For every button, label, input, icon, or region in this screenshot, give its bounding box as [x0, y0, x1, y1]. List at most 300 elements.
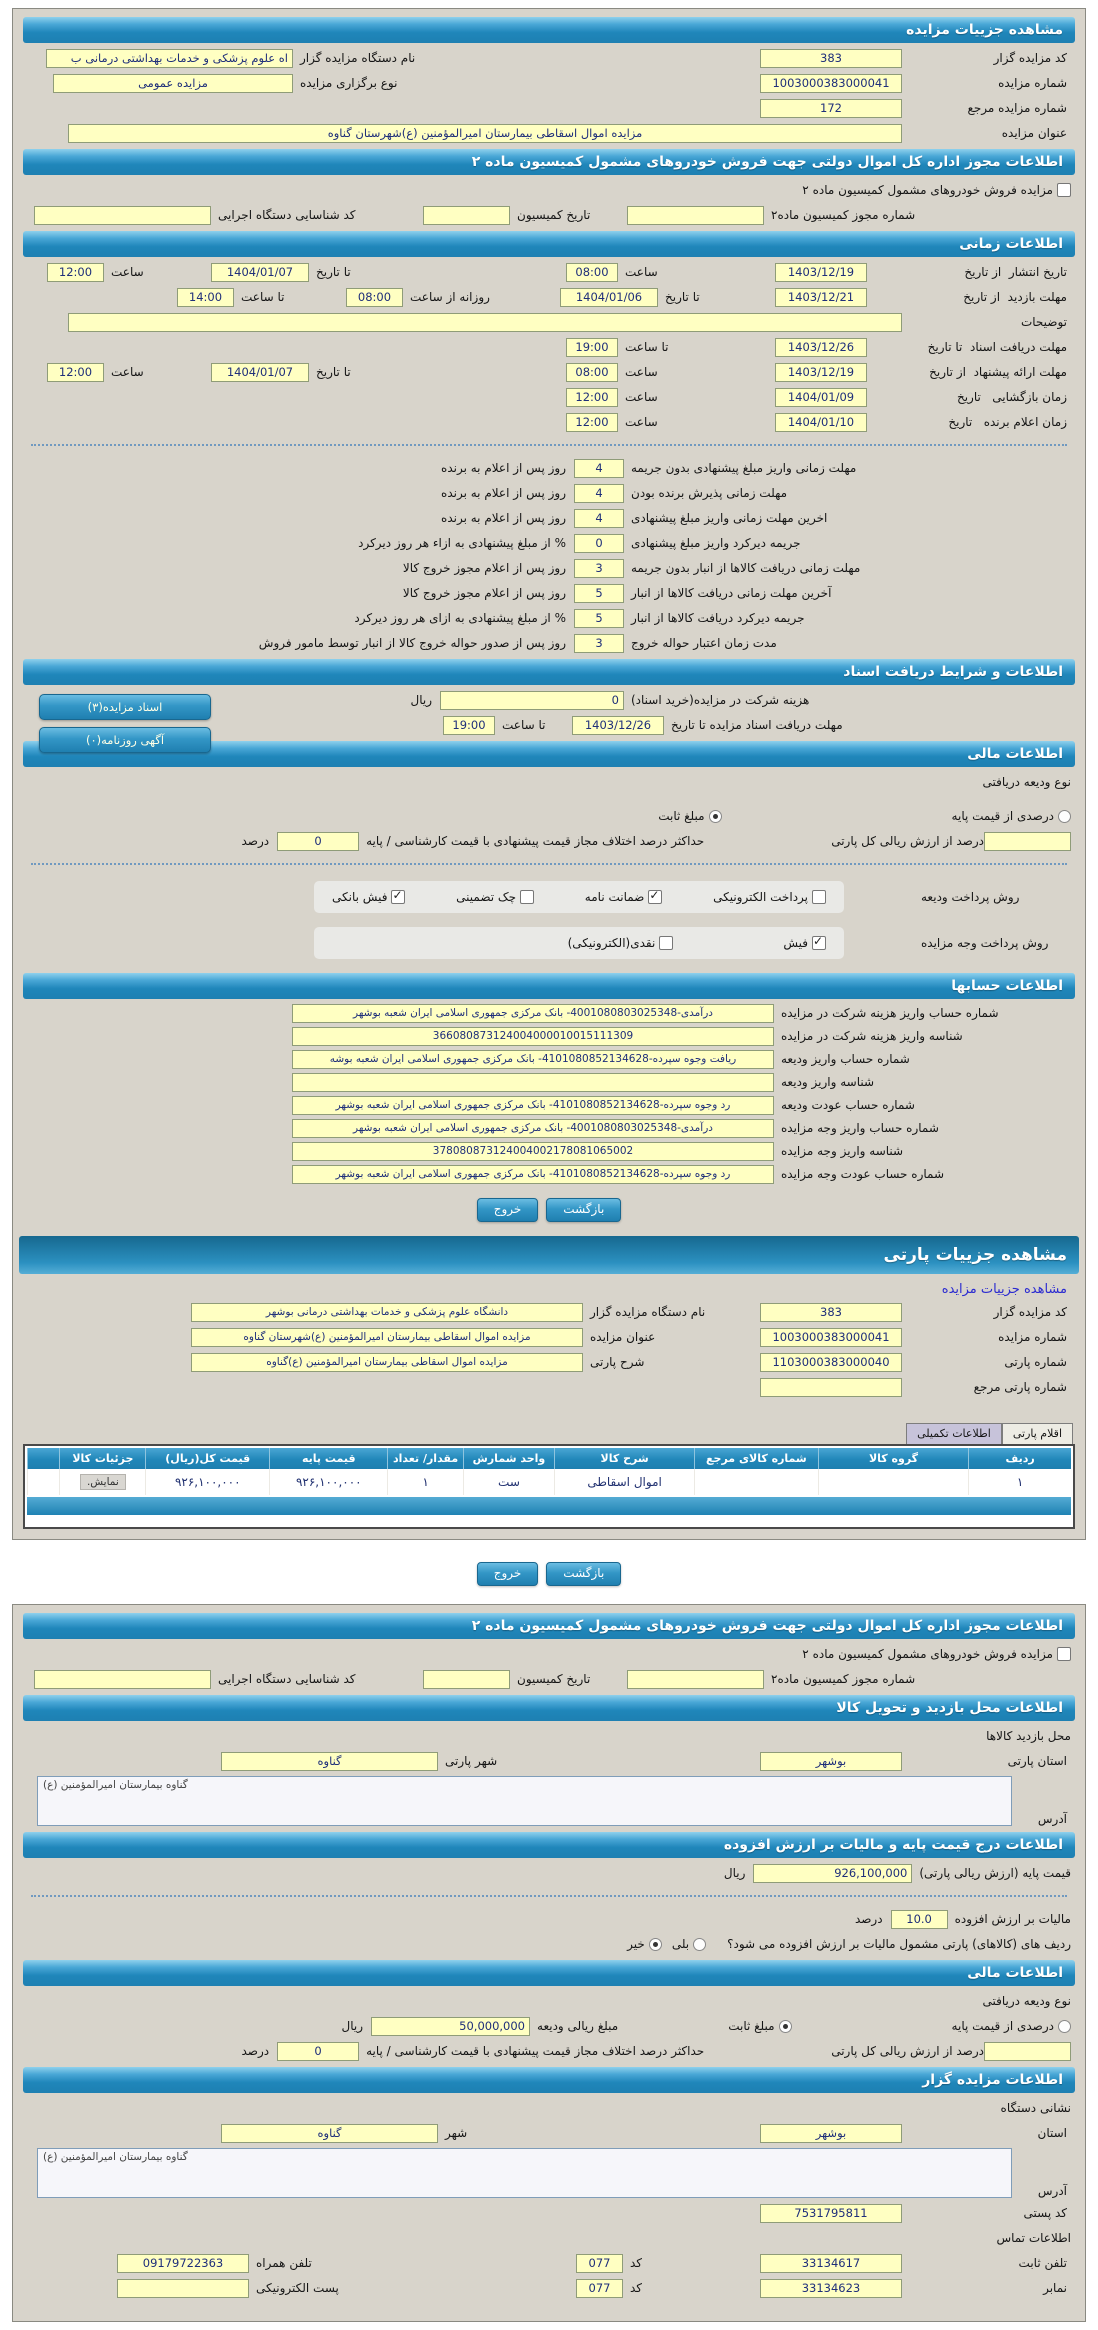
postal-code-row: [27, 2203, 1071, 2223]
tab-extra-info[interactable]: اطلاعات تکمیلی: [906, 1423, 1002, 1444]
docs-receive-date-field[interactable]: 1403/12/26: [572, 716, 664, 735]
max-diff-label-2: حداکثر درصد اختلاف مجاز قیمت پیشنهادی با قیمت کارشناسی / پایه: [366, 2044, 705, 2058]
account-label: شماره حساب واریز وجه مزایده: [781, 1121, 939, 1135]
account-field[interactable]: 366080873124004000010015111309: [292, 1027, 774, 1046]
commission-exec-field-1[interactable]: [34, 206, 211, 225]
opening-date-field[interactable]: 1404/01/09: [775, 388, 867, 407]
party-auction-title-label: عنوان مزایده: [590, 1330, 656, 1344]
docs-receive-deadline-label: مهلت دریافت اسناد مزایده تا تاریخ: [671, 718, 843, 732]
newspaper-ad-button[interactable]: آگهی روزنامه(۰): [39, 727, 211, 753]
commission-checkbox-row-1: [27, 180, 1071, 200]
party-ref-row: [27, 1377, 1071, 1397]
offer-date-to-field[interactable]: 1404/01/07: [211, 363, 309, 382]
commission-fields-row-2: [27, 1669, 1071, 1689]
fax-code-label: کد: [630, 2281, 643, 2295]
cell-radif: ۱: [969, 1469, 1071, 1495]
account-field[interactable]: ریافت وجوه سپرده-4101080852134628- بانک مرکزی جمهوری اسلامی ایران شعبه بوشه: [292, 1050, 774, 1069]
vat-yes-radio[interactable]: [693, 1938, 706, 1951]
auction-documents-button[interactable]: اسناد مزایده(۳): [39, 694, 211, 720]
penalty-suffix: روز پس از اعلام به برنده: [441, 486, 566, 500]
timing-header: اطلاعات زمانی: [23, 231, 1075, 257]
phone-code-field[interactable]: 077: [576, 2254, 623, 2273]
account-label: شناسه واریز هزینه شرکت در مزایده: [781, 1029, 963, 1043]
org-province-row: [27, 2123, 1071, 2143]
visit-location-header: اطلاعات محل بازدید و تحویل کالا: [23, 1695, 1075, 1721]
penalty-row-2: [27, 483, 1071, 503]
offer-time-from-field[interactable]: 08:00: [566, 363, 618, 382]
deposit-fixed-radio-2[interactable]: [779, 2020, 792, 2033]
penalty-label: آخرین مهلت زمانی دریافت کالاها از انبار: [631, 586, 832, 600]
party-detail-panel: [12, 1604, 1086, 2322]
cell-unit: ست: [463, 1469, 554, 1495]
party-address-row: [27, 1776, 1071, 1826]
accounts-header: اطلاعات حسابها: [23, 973, 1075, 999]
col-group: گروه کالا: [818, 1448, 969, 1469]
penalty-suffix: روز پس از اعلام مجوز خروج کالا: [402, 561, 566, 575]
commission-permit-field-1[interactable]: [627, 206, 764, 225]
phone-field[interactable]: 33134617: [760, 2254, 902, 2273]
docs-side-buttons: [39, 694, 211, 760]
timing-divider: [31, 444, 1067, 446]
winner-hour-label: ساعت: [625, 415, 658, 429]
commission-checkbox-label-1: مزایده فروش خودروهای مشمول کمیسیون ماده ۲: [802, 183, 1053, 197]
auction-detail-header: مشاهده جزییات مزایده: [23, 17, 1075, 43]
account-field[interactable]: [292, 1073, 774, 1092]
financial-header-2: اطلاعات مالی: [23, 1960, 1075, 1986]
deposit-type-row-2: [27, 1991, 1071, 2011]
deposit-percent-row-2: [27, 2041, 1071, 2061]
col-qty: مقدار/ تعداد: [388, 1448, 463, 1469]
org-address-field[interactable]: گناوه بیمارستان امیرالمؤمنین (ع): [37, 2148, 1012, 2198]
org-name-label: نام دستگاه مزایده گزار: [300, 51, 416, 65]
phone-label: تلفن ثابت: [1018, 2256, 1067, 2270]
penalty-suffix: روز پس از اعلام به برنده: [441, 461, 566, 475]
max-diff-field-2[interactable]: 0: [277, 2042, 359, 2061]
auction-number-row: [27, 73, 1071, 93]
commission-header-1: اطلاعات مجوز اداره کل اموال دولتی جهت فروش خودروهای مشمول کمیسیون ماده ۲: [23, 149, 1075, 175]
table-header-row: [28, 1448, 1072, 1469]
slip-label: فیش: [783, 936, 808, 950]
org-city-field[interactable]: گناوه: [221, 2124, 438, 2143]
visit-todate-label: تا تاریخ: [665, 290, 700, 304]
account-field[interactable]: رد وجوه سپرده-4101080852134628- بانک مرکزی جمهوری اسلامی ایران شعبه بوشهر: [292, 1096, 774, 1115]
exit-button-2[interactable]: خروج: [477, 1562, 539, 1586]
auction-number-label: شماره مزایده: [998, 76, 1067, 90]
account-row-4: [27, 1072, 1071, 1092]
base-price-rial-label: ریال: [723, 1866, 746, 1880]
penalty-label: مهلت زمانی واریز مبلغ پیشنهادی بدون جریمه: [631, 461, 857, 475]
party-value-percent-field-1[interactable]: [984, 832, 1071, 851]
docs-fee-label: هزینه شرکت در مزایده(خرید اسناد): [631, 693, 810, 707]
org-province-label: استان: [1037, 2126, 1067, 2140]
winner-date-field[interactable]: 1404/01/10: [775, 413, 867, 432]
back-button[interactable]: بازگشت: [546, 1198, 621, 1222]
account-field[interactable]: درآمدی-4001080803025348- بانک مرکزی جمهوری اسلامی ایران شعبه بوشهر: [292, 1119, 774, 1138]
account-field[interactable]: 378080873124004002178081065002: [292, 1142, 774, 1161]
penalty-field[interactable]: 0: [574, 534, 624, 553]
penalty-row-8: [27, 633, 1071, 653]
publish-date-to-field[interactable]: 1404/01/07: [211, 263, 309, 282]
secured-check-label: چک تضمینی: [456, 890, 517, 904]
commission-exec-field-2[interactable]: [34, 1670, 211, 1689]
penalty-field[interactable]: 3: [574, 634, 624, 653]
postal-code-field[interactable]: 7531795811: [760, 2204, 902, 2223]
auction-detail-panel: [12, 8, 1086, 1540]
pay-option-bank-slip: [332, 890, 405, 904]
commission-date-field-2[interactable]: [423, 1670, 510, 1689]
party-bidder-code-label: کد مزایده گزار: [993, 1305, 1067, 1319]
commission-checkbox-1[interactable]: [1057, 183, 1071, 197]
account-label: شماره حساب واریز ودیعه: [781, 1052, 910, 1066]
vat-label: مالیات بر ارزش افزوده: [954, 1912, 1071, 1926]
deposit-percent-row-1: [27, 831, 1071, 851]
bidder-code-field[interactable]: 383: [760, 49, 902, 68]
account-row-3: [27, 1049, 1071, 1069]
auction-title-row: [27, 123, 1071, 143]
visit-daily-label: روزانه از ساعت: [410, 290, 490, 304]
table-footer-gap: [27, 1515, 1071, 1525]
col-ref: شماره کالای مرجع: [695, 1448, 819, 1469]
party-number-label: شماره پارتی: [1004, 1355, 1067, 1369]
auctioneer-header: اطلاعات مزایده گزار: [23, 2067, 1075, 2093]
penalty-field[interactable]: 4: [574, 509, 624, 528]
vat-row: [27, 1909, 1071, 1929]
exit-button[interactable]: خروج: [477, 1198, 539, 1222]
party-desc-label: شرح پارتی: [590, 1355, 645, 1369]
max-diff-percent-label-1: درصد: [241, 834, 270, 848]
penalty-label: مهلت زمانی دریافت کالاها از انبار بدون جریمه: [631, 561, 861, 575]
commission-checkbox-2[interactable]: [1057, 1647, 1071, 1661]
col-empty: [28, 1448, 60, 1469]
party-ref-field[interactable]: [760, 1378, 902, 1397]
vat-no-label: خیر: [627, 1937, 645, 1951]
guarantee-checkbox[interactable]: [648, 890, 662, 904]
penalty-suffix: روز پس از اعلام به برنده: [441, 511, 566, 525]
cell-ref: [695, 1469, 819, 1495]
pay-option-slip: [783, 936, 826, 950]
party-auction-title-field[interactable]: مزایده اموال اسقاطی بیمارستان امیرالمؤمنین (ع)شهرستان گناوه: [191, 1328, 583, 1347]
offer-date-from-field[interactable]: 1403/12/19: [775, 363, 867, 382]
email-label: پست الکترونیکی: [256, 2281, 339, 2295]
party-value-percent-label-2: درصد از ارزش ریالی کل پارتی: [831, 2044, 984, 2058]
party-province-field[interactable]: بوشهر: [760, 1752, 902, 1771]
publish-hour2-label: ساعت: [111, 265, 144, 279]
commission-fields-row-1: [27, 205, 1071, 225]
back-button-2[interactable]: بازگشت: [546, 1562, 621, 1586]
penalty-label: مهلت زمانی پذیرش برنده بودن: [631, 486, 788, 500]
auction-pay-options-box: [314, 927, 844, 959]
financial-header-1: اطلاعات مالی: [23, 741, 1075, 767]
org-address-title-row: [27, 2098, 1071, 2118]
pay-option-cash-electronic: [568, 936, 674, 950]
pricing-header: اطلاعات درج قیمت پایه و مالیات بر ارزش افزوده: [23, 1832, 1075, 1858]
account-row-8: [27, 1164, 1071, 1184]
commission-permit-field-2[interactable]: [627, 1670, 764, 1689]
cell-total-price: ۹۲۶,۱۰۰,۰۰۰: [146, 1469, 270, 1495]
publish-todate-label: تا تاریخ: [316, 265, 351, 279]
deposit-fixed-radio-label-2: مبلغ ثابت: [728, 2019, 775, 2033]
visit-row: [27, 287, 1071, 307]
penalty-row-3: [27, 508, 1071, 528]
party-number-row: [27, 1352, 1071, 1372]
penalty-row-1: [27, 458, 1071, 478]
visit-date-to-field[interactable]: 1404/01/06: [560, 288, 658, 307]
deposit-pay-method-label: روش پرداخت ودیعه: [921, 890, 1020, 904]
max-diff-percent-label-2: درصد: [241, 2044, 270, 2058]
vat-question-label: ردیف های (کالاهای) پارتی مشمول مالیات بر ارزش افزوده می شود؟: [727, 1937, 1071, 1951]
party-auction-number-row: [27, 1327, 1071, 1347]
visit-time-to-field[interactable]: 14:00: [177, 288, 234, 307]
visit-place-row: [27, 1726, 1071, 1746]
deposit-percent-radio-1[interactable]: [1058, 810, 1071, 823]
penalty-label: جریمه دیرکرد واریز مبلغ پیشنهادی: [631, 536, 801, 550]
pay-option-guarantee: [585, 890, 663, 904]
party-address-field[interactable]: گناوه بیمارستان امیرالمؤمنین (ع): [37, 1776, 1012, 1826]
deposit-amount-field[interactable]: 50,000,000: [371, 2017, 530, 2036]
party-actions-row: [0, 1562, 1098, 1586]
party-value-percent-field-2[interactable]: [984, 2042, 1071, 2061]
col-details: جزئیات کالا: [60, 1448, 146, 1469]
winner-row: [27, 412, 1071, 432]
phone-code-label: کد: [630, 2256, 643, 2270]
docs-deadline-tohour-label: تا ساعت: [625, 340, 669, 354]
party-value-percent-label-1: درصد از ارزش ریالی کل پارتی: [831, 834, 984, 848]
electronic-pay-checkbox[interactable]: [812, 890, 826, 904]
docs-deadline-date-field[interactable]: 1403/12/26: [775, 338, 867, 357]
fax-label: نمابر: [1043, 2281, 1067, 2295]
col-base-price: قیمت پایه: [270, 1448, 388, 1469]
guarantee-label: ضمانت نامه: [584, 890, 645, 904]
penalty-row-4: [27, 533, 1071, 553]
penalty-field[interactable]: 5: [574, 584, 624, 603]
deposit-type-label-1: نوع ودیعه دریافتی: [982, 775, 1071, 789]
commission-checkbox-label-2: مزایده فروش خودروهای مشمول کمیسیون ماده ۲: [802, 1647, 1053, 1661]
deposit-type-row-1: [27, 772, 1071, 792]
deposit-fixed-radio-label-1: مبلغ ثابت: [658, 809, 705, 823]
vat-field[interactable]: 10.0: [891, 1910, 948, 1929]
party-province-label: استان پارتی: [1007, 1754, 1067, 1768]
publish-row: [27, 262, 1071, 282]
account-row-1: [27, 1003, 1071, 1023]
cell-qty: ۱: [388, 1469, 463, 1495]
offer-time-to-field[interactable]: 12:00: [47, 363, 104, 382]
party-org-field[interactable]: دانشگاه علوم پزشکی و خدمات بهداشتی درمانی بوشهر: [191, 1303, 583, 1322]
org-address-row: [27, 2148, 1071, 2198]
penalty-suffix: روز پس از اعلام مجوز خروج کالا: [402, 586, 566, 600]
cell-group: [818, 1469, 969, 1495]
auction-number-field[interactable]: 1003000383000041: [760, 74, 902, 93]
docs-deadline-label: مهلت دریافت اسناد تا تاریخ: [927, 340, 1067, 354]
auction-type-field[interactable]: مزایده عمومی: [53, 74, 293, 93]
slip-checkbox[interactable]: [812, 936, 826, 950]
account-label: شماره حساب واریز هزینه شرکت در مزایده: [781, 1006, 999, 1020]
penalty-field[interactable]: 3: [574, 559, 624, 578]
opening-time-field[interactable]: 12:00: [566, 388, 618, 407]
visit-time-from-field[interactable]: 08:00: [346, 288, 403, 307]
penalty-field[interactable]: 4: [574, 459, 624, 478]
commission-checkbox-row-2: [27, 1644, 1071, 1664]
winner-label: زمان اعلام برنده تاریخ: [948, 415, 1067, 429]
auction-pay-method-row: [27, 927, 1071, 959]
col-desc: شرح کالا: [555, 1448, 695, 1469]
penalty-row-5: [27, 558, 1071, 578]
publish-hour1-label: ساعت: [625, 265, 658, 279]
bank-slip-checkbox[interactable]: [391, 890, 405, 904]
docs-receive-time-field[interactable]: 19:00: [443, 716, 495, 735]
auction-ref-field[interactable]: 172: [760, 99, 902, 118]
deposit-radio-row-1: [27, 806, 1071, 826]
secured-check-checkbox[interactable]: [520, 890, 534, 904]
account-field[interactable]: رد وجوه سپرده-4101080852134628- بانک مرکزی جمهوری اسلامی ایران شعبه بوشهر: [292, 1165, 774, 1184]
base-price-field[interactable]: 926,100,000: [753, 1864, 912, 1883]
mobile-field[interactable]: 09179722363: [117, 2254, 249, 2273]
party-sublink: مشاهده جزییات مزایده: [941, 1282, 1067, 1297]
org-address-label: آدرس: [1037, 2184, 1067, 2198]
party-items-table-wrap: [23, 1444, 1075, 1529]
auction-title-field[interactable]: مزایده اموال اسقاطی بیمارستان امیرالمؤمنین (ع)شهرستان گناوه: [68, 124, 902, 143]
deposit-percent-radio-label-1: درصدی از قیمت پایه: [951, 809, 1054, 823]
org-address-title: نشانی دستگاه: [1000, 2101, 1071, 2115]
table-row: [28, 1469, 1072, 1495]
penalty-field[interactable]: 5: [574, 609, 624, 628]
org-name-field[interactable]: اه علوم پزشکی و خدمات بهداشتی درمانی ب: [46, 49, 293, 68]
fax-field[interactable]: 33134623: [760, 2279, 902, 2298]
commission-exec-label-2: کد شناسایی دستگاه اجرایی: [218, 1672, 356, 1686]
commission-date-field-1[interactable]: [423, 206, 510, 225]
auction-title-label: عنوان مزایده: [1001, 126, 1067, 140]
tab-party-items[interactable]: اقلام پارتی: [1002, 1423, 1073, 1444]
docs-terms-section: [17, 690, 1081, 747]
party-org-label: نام دستگاه مزایده گزار: [590, 1305, 706, 1319]
deposit-percent-radio-label-2: درصدی از قیمت پایه: [951, 2019, 1054, 2033]
penalty-label: مدت زمان اعتبار حواله خروج: [631, 636, 777, 650]
vat-yes-label: بلی: [671, 1937, 690, 1951]
party-bidder-code-field[interactable]: 383: [760, 1303, 902, 1322]
bidder-code-row: [27, 48, 1071, 68]
cell-empty: [28, 1469, 60, 1495]
cash-electronic-checkbox[interactable]: [659, 936, 673, 950]
visit-date-from-field[interactable]: 1403/12/21: [775, 288, 867, 307]
publish-date-from-field[interactable]: 1403/12/19: [775, 263, 867, 282]
postal-code-label: کد پستی: [1023, 2206, 1067, 2220]
max-diff-field-1[interactable]: 0: [277, 832, 359, 851]
penalty-row-7: [27, 608, 1071, 628]
visit-label: مهلت بازدید از تاریخ: [963, 290, 1067, 304]
penalty-suffix: روز پس از صدور حواله خروج کالا از انبار توسط مامور فروش: [258, 636, 566, 650]
auction-type-label: نوع برگزاری مزایده: [300, 76, 398, 90]
party-items-table: [27, 1448, 1071, 1495]
vat-percent-label: درصد: [854, 1912, 883, 1926]
commission-exec-label-1: کد شناسایی دستگاه اجرایی: [218, 208, 356, 222]
opening-row: [27, 387, 1071, 407]
winner-time-field[interactable]: 12:00: [566, 413, 618, 432]
pay-option-check: [456, 890, 534, 904]
account-label: شماره حساب عودت وجه مزایده: [781, 1167, 945, 1181]
opening-label: زمان بازگشایی تاریخ: [956, 390, 1067, 404]
party-detail-header: مشاهده جزییات پارتی: [19, 1236, 1079, 1274]
deposit-pay-options-box: [314, 881, 844, 913]
docs-terms-header: اطلاعات و شرایط دریافت اسناد: [23, 659, 1075, 685]
offer-hour1-label: ساعت: [625, 365, 658, 379]
account-label: شناسه واریز وجه مزایده: [781, 1144, 904, 1158]
cash-electronic-label: نقدی(الکترونیکی): [567, 936, 656, 950]
col-unit: واحد شمارش: [463, 1448, 554, 1469]
fax-code-field[interactable]: 077: [576, 2279, 623, 2298]
account-field[interactable]: درآمدی-4001080803025348- بانک مرکزی جمهوری اسلامی ایران شعبه بوشهر: [292, 1004, 774, 1023]
party-desc-field[interactable]: مزایده اموال اسقاطی بیمارستان امیرالمؤمنین (ع)گناوه: [191, 1353, 583, 1372]
party-tabs: [25, 1423, 1073, 1444]
vat-question-row: [27, 1934, 1071, 1954]
publish-time-to-field[interactable]: 12:00: [47, 263, 104, 282]
deposit-fixed-radio-1[interactable]: [709, 810, 722, 823]
contact-title: اطلاعات تماس: [996, 2231, 1071, 2245]
notes-label: توضیحات: [1020, 315, 1067, 329]
commission-date-label-2: تاریخ کمیسیون: [517, 1672, 591, 1686]
penalty-label: اخرین مهلت زمانی واریز مبلغ پیشنهادی: [631, 511, 828, 525]
publish-time-from-field[interactable]: 08:00: [566, 263, 618, 282]
financial-divider-1: [31, 863, 1067, 865]
account-row-5: [27, 1095, 1071, 1115]
deposit-pay-method-row: [27, 881, 1071, 913]
notes-field[interactable]: [68, 313, 902, 332]
offer-todate-label: تا تاریخ: [316, 365, 351, 379]
party-city-label: شهر پارتی: [445, 1754, 498, 1768]
visit-place-label: محل بازدید کالاها: [986, 1729, 1071, 1743]
pricing-divider: [31, 1895, 1067, 1897]
max-diff-label-1: حداکثر درصد اختلاف مجاز قیمت پیشنهادی با قیمت کارشناسی / پایه: [366, 834, 705, 848]
org-city-label: شهر: [445, 2126, 468, 2140]
commission-permit-label-2: شماره مجوز کمیسیون ماده۲: [771, 1672, 916, 1686]
deposit-radio-row-2: [27, 2016, 1071, 2036]
commission-date-label-1: تاریخ کمیسیون: [517, 208, 591, 222]
docs-deadline-row: [27, 337, 1071, 357]
account-row-2: [27, 1026, 1071, 1046]
vat-no-radio[interactable]: [649, 1938, 662, 1951]
penalty-row-6: [27, 583, 1071, 603]
contact-title-row: [27, 2228, 1071, 2248]
docs-receive-tohour-label: تا ساعت: [502, 718, 546, 732]
deposit-amount-label: مبلغ ریالی ودیعه: [537, 2019, 619, 2033]
bank-slip-label: فیش بانکی: [332, 890, 388, 904]
deposit-type-label-2: نوع ودیعه دریافتی: [982, 1994, 1071, 2008]
deposit-percent-radio-2[interactable]: [1058, 2020, 1071, 2033]
penalty-suffix: % از مبلغ پیشنهادی به ازاء هر روز دیرکرد: [358, 536, 566, 550]
org-province-field[interactable]: بوشهر: [760, 2124, 902, 2143]
docs-fee-field[interactable]: 0: [440, 691, 624, 710]
account-row-6: [27, 1118, 1071, 1138]
mobile-label: تلفن همراه: [256, 2256, 312, 2270]
col-radif: ردیف: [969, 1448, 1071, 1469]
offer-hour2-label: ساعت: [111, 365, 144, 379]
opening-hour-label: ساعت: [625, 390, 658, 404]
notes-row: [27, 312, 1071, 332]
fax-row: [27, 2278, 1071, 2298]
cell-details: [60, 1469, 146, 1495]
cell-base-price: ۹۲۶,۱۰۰,۰۰۰: [270, 1469, 388, 1495]
party-number-field[interactable]: 1103000383000040: [760, 1353, 902, 1372]
party-city-field[interactable]: گناوه: [221, 1752, 438, 1771]
party-auction-number-field[interactable]: 1003000383000041: [760, 1328, 902, 1347]
pay-option-electronic: [713, 890, 826, 904]
show-details-button[interactable]: نمایش.: [80, 1474, 126, 1490]
penalty-field[interactable]: 4: [574, 484, 624, 503]
auction-ref-row: [27, 98, 1071, 118]
docs-deadline-time-field[interactable]: 19:00: [566, 338, 618, 357]
email-field[interactable]: [117, 2279, 249, 2298]
deposit-amount-rial-label: ریال: [341, 2019, 364, 2033]
account-row-7: [27, 1141, 1071, 1161]
electronic-pay-label: پرداخت الکترونیکی: [713, 890, 808, 904]
